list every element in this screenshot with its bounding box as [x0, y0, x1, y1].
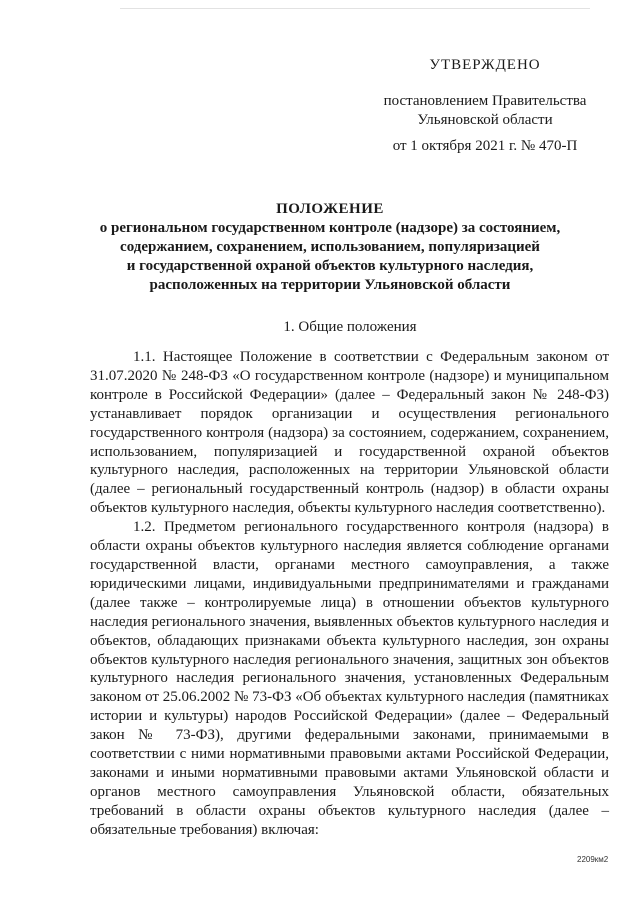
title-line: содержанием, сохранением, использованием, популяризацией — [120, 239, 540, 255]
scan-artifact-line — [120, 8, 590, 9]
title-line: о региональном государственном контроле (надзоре) за состоянием, — [99, 220, 561, 236]
title-line: и государственной охраной объектов культурного наследия, — [126, 258, 534, 274]
title-line: расположенных на территории Ульяновской области — [149, 277, 511, 293]
approval-issuer-line2: Ульяновской области — [417, 112, 553, 128]
approval-issuer — [360, 92, 610, 130]
section-heading: 1. Общие положения — [283, 319, 417, 335]
footer-document-code: 2209км2 — [577, 855, 609, 864]
approval-date: от 1 октября 2021 г. № 470-П — [392, 138, 578, 154]
title-heading: ПОЛОЖЕНИЕ — [276, 201, 384, 217]
approval-stamp: УТВЕРЖДЕНО — [429, 57, 541, 73]
paragraph-1-1: 1.1. Настоящее Положение в соответствии с Федеральным законом от 31.07.2020 № 248-ФЗ «О государственном контроле (надзоре) и муниципальном контроле в Российской Федерации» (далее – Федеральный закон № 248-ФЗ) устанавливает порядок организации и осуществления регионального государственного контроля (надзора) за состоянием, содержанием, сохранением, использованием, популяризацией и государственной охраной объектов культурного наследия, расположенных на территории Ульяновской области (далее – региональный государственный контроль (надзор) в области охраны объектов культурного наследия, объекты культурного наследия соответственно). — [90, 349, 609, 517]
paragraph-1-2: 1.2. Предметом регионального государственного контроля (надзора) в области охраны объектов культурного наследия является соблюдение органами государственной власти, органами местного самоуправления, а также юридическими лицами, индивидуальными предпринимателями и гражданами (далее также – контролируемые лица) в отношении объектов культурного наследия регионального значения, выявленных объектов культурного наследия и объектов, обладающих признаками объекта культурного наследия, зон охраны объектов культурного наследия регионального значения, защитных зон объектов культурного наследия регионального значения, установленных Федеральным законом от 25.06.2002 № 73-ФЗ «Об объектах культурного наследия (памятниках истории и культуры) народов Российской Федерации» (далее – Федеральный закон № 73-ФЗ), другими федеральными законами, принимаемыми в соответствии с ними нормативными правовыми актами Российской Федерации, законами и иными нормативными правовыми актами Ульяновской области и органов местного самоуправления Ульяновской области, обязательных требований в области охраны объектов культурного наследия (далее – обязательные требования) включая: — [90, 519, 609, 838]
approval-issuer-line1: постановлением Правительства — [383, 93, 587, 109]
document-body — [90, 348, 609, 840]
document-title — [70, 200, 590, 295]
